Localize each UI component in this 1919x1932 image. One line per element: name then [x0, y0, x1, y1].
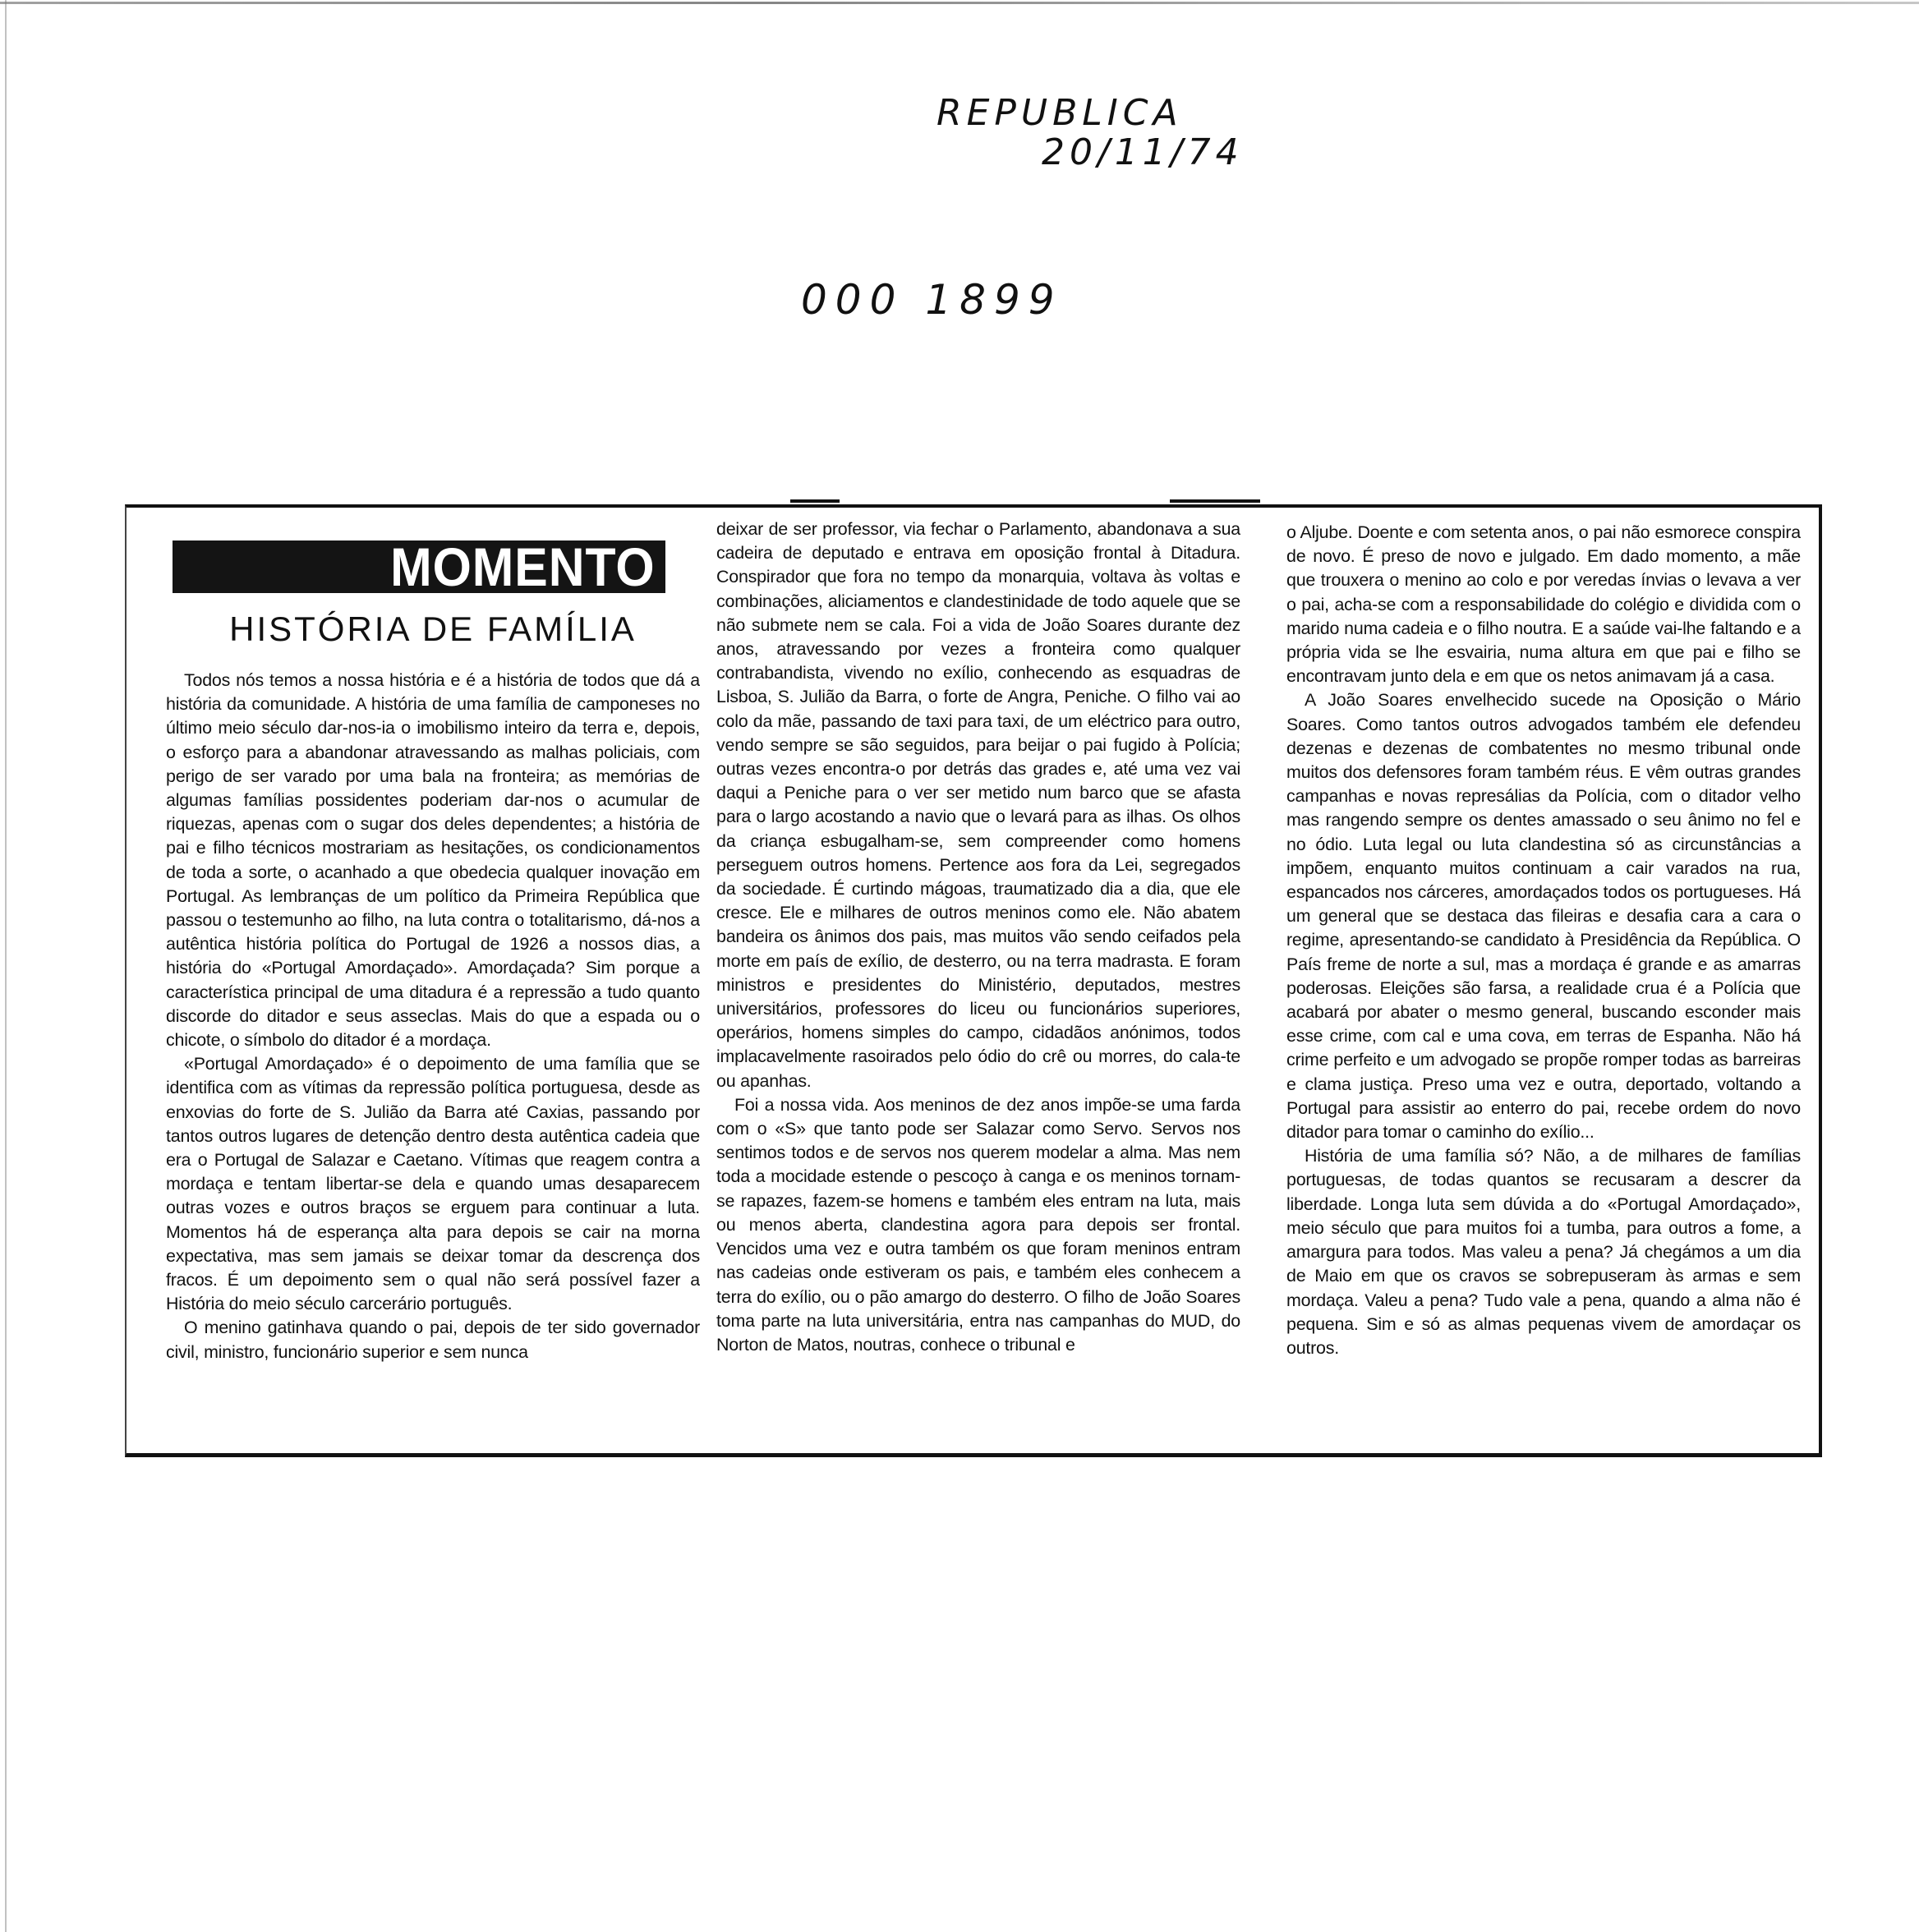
- scan-edge-top: [0, 2, 1919, 4]
- article-column-3: [1286, 521, 1801, 1444]
- article-title: HISTÓRIA DE FAMÍLIA: [229, 610, 637, 648]
- section-banner: [173, 536, 665, 597]
- paragraph: A João Soares envelhecido sucede na Oposição o Mário Soares. Como tantos outros advogados também ele defendeu dezenas e dezenas de combatentes no mesmo tribunal onde muitos dos defensores foram também réus. E vêm outras grandes campanhas e novas represálias da Polícia, com o ditador velho mas rangendo sempre os dentes amassado o seu ânimo no fel e no ódio. Luta legal ou luta clandestina só as circunstâncias a impõem, enquanto muitos continuam a cair varados na rua, espancados nos cárceres, amordaçados todos os portugueses. Há um general que se destaca das fileiras e desafia cara a cara o regime, apresentando-se candidato à Presidência da República. O País freme de norte a sul, mas a mordaça é grande e as amarras poderosas. Eleições são farsa, a realidade crua é a Polícia que acabará por abater o mesmo general, buscando esconder mais esse crime, com cal e uma cova, em terras de Espanha. Não há crime perfeito e um advogado se propõe romper todas as barreiras e clama justiça. Preso uma vez e outra, deportado, voltando a Portugal para assistir ao enterro do pai, recebe ordem do novo ditador para tomar o caminho do exílio...: [1286, 690, 1801, 1143]
- handwritten-publication: REPUBLICA: [936, 92, 1183, 134]
- paragraph: deixar de ser professor, via fechar o Parlamento, abandonava a sua cadeira de deputado e entrava em oposição frontal à Ditadura. Conspirador que fora no tempo da monarquia, voltava às voltas e combinações, aliciamentos e clandestinidade de todo aquele que se não submete nem se cala. Foi a vida de João Soares durante dez anos, atravessando por vezes a fronteira como qualquer contrabandista, vivendo no exílio, conhecendo as esquadras de Lisboa, S. Julião da Barra, o forte de Angra, Peniche. O filho vai ao colo da mãe, passando de taxi para taxi, de um eléctrico para outro, vendo sempre se são seguidos, para beijar o pai fugido à Polícia; outras vezes encontra-o por detrás das grades e, até uma vez vai daqui a Peniche para o ver ser metido num barco que se afasta para o largo acostando a navio que o levará para as ilhas. Os olhos da criança esbugalham-se, sem compreender como homens perseguem outros homens. Pertence aos fora da Lei, segregados da sociedade. É curtindo mágoas, traumatizado dia a dia, que ele cresce. Ele e milhares de outros meninos como ele. Não abatem bandeira os ânimos dos pais, mas muitos vão sendo ceifados pela morte em país de exílio, de desterro, ou na terra madrasta. E foram ministros e presidentes do Ministério, deputados, mestres universitários, professores do liceu ou funcionários superiores, operários, homens simples do campo, cidadãos anónimos, todos implacavelmente rasoirados pelo ódio do crê ou morres, do cala-te ou apanhas.: [716, 519, 1240, 1091]
- paragraph: o Aljube. Doente e com setenta anos, o pai não esmorece conspira de novo. É preso de novo e julgado. Em dado momento, a mãe que trouxera o menino ao colo e por veredas ínvias o levava a ver o pai, acha-se com a responsabilidade do colégio e dividida com o marido numa cadeia e o filho noutra. E a saúde vai-lhe faltando e a própria vida se lhe esvairia, numa altura em que pai e filho se encontravam junto dela e em que os netos animavam já a casa.: [1286, 522, 1801, 687]
- article-column-2: [716, 518, 1240, 1441]
- column-3-text: [1286, 521, 1801, 1360]
- column-2-text: [716, 518, 1240, 1357]
- pen-mark: [1170, 499, 1260, 503]
- paragraph: O menino gatinhava quando o pai, depois de ter sido governador civil, ministro, funcionário superior e sem nunca: [166, 1318, 700, 1362]
- section-title: MOMENTO: [389, 536, 656, 597]
- paragraph: Todos nós temos a nossa história e é a história de todos que dá a história da comunidade. A história de uma família de camponeses no último meio século dar-nos-ia o imobilismo inteiro da terra e, depois, o esforço para a abandonar atravessando as malhas policiais, com perigo de ser varado por uma bala na fronteira; as memórias de algumas famílias possidentes poderiam dar-nos o acumular de riquezas, apenas com o sugar dos deles dependentes; a história de pai e filho técnicos mostrariam as hesitações, os condicionamentos de toda a sorte, o acanhado a que obedecia qualquer inovação em Portugal. As lembranças de um político da Primeira República que passou o testemunho ao filho, na luta contra o totalitarismo, dá-nos a autêntica história política do Portugal de 1926 a nossos dias, a história do «Portugal Amordaçado». Amordaçada? Sim porque a característica principal de uma ditadura é a repressão a tudo quanto discorde do ditador e seus asseclas. Mais do que a espada ou o chicote, o símbolo do ditador é a mordaça.: [166, 670, 700, 1051]
- handwritten-archive-number: 000 1899: [801, 276, 1063, 324]
- handwritten-date: 20/11/74: [1042, 131, 1244, 173]
- article-column-1: [166, 526, 700, 1449]
- paragraph: História de uma família só? Não, a de milhares de famílias portuguesas, de todas quantos se recusaram a descrer da liberdade. Longa luta sem dúvida a do «Portugal Amordaçado», meio século que para muitos foi a tumba, para outros a fome, a amargura para todos. Mas valeu a pena? Já chegámos a um dia de Maio em que os cravos se sobrepuseram às armas e sem mordaça. Valeu a pena? Tudo vale a pena, quando a alma não é pequena. Sim e só as almas pequenas vivem de amordaçar os outros.: [1286, 1146, 1801, 1358]
- paragraph: Foi a nossa vida. Aos meninos de dez anos impõe-se uma farda com o «S» que tanto pode ser Salazar como Servo. Servos nos sentimos todos e de servos nos querem modelar a alma. Mas nem toda a mocidade estende o pescoço à canga e os meninos tornam-se rapazes, fazem-se homens e também eles entram na luta, mais ou menos aberta, clandestina agora para depois ser frontal. Vencidos uma vez e outra também os que foram meninos entram nas cadeias onde estiveram os pais, e também eles conhecem a terra do exílio, ou o pão amargo do desterro. O filho de João Soares toma parte na luta universitária, entra nas campanhas do MUD, do Norton de Matos, noutras, conhece o tribunal e: [716, 1094, 1240, 1355]
- pen-mark: [790, 499, 840, 503]
- newspaper-clipping: [125, 504, 1822, 1457]
- scan-edge-left: [5, 0, 7, 1932]
- column-1-text: [166, 669, 700, 1364]
- paragraph: «Portugal Amordaçado» é o depoimento de uma família que se identifica com as vítimas da repressão política portuguesa, desde as enxovias do forte de S. Julião da Barra até Caxias, passando por tantos outros lugares de detenção dentro desta autêntica cadeia que era o Portugal de Salazar e Caetano. Vítimas que reagem contra a mordaça e tentam libertar-se dela e quando umas desaparecem outras vozes e outros braços se erguem para continuar a luta. Momentos há de esperança alta para depois se cair na morna expectativa, mas sem jamais se deixar tomar da descrença dos fracos. É um depoimento sem o qual não será possível fazer a História do meio século carcerário português.: [166, 1054, 700, 1314]
